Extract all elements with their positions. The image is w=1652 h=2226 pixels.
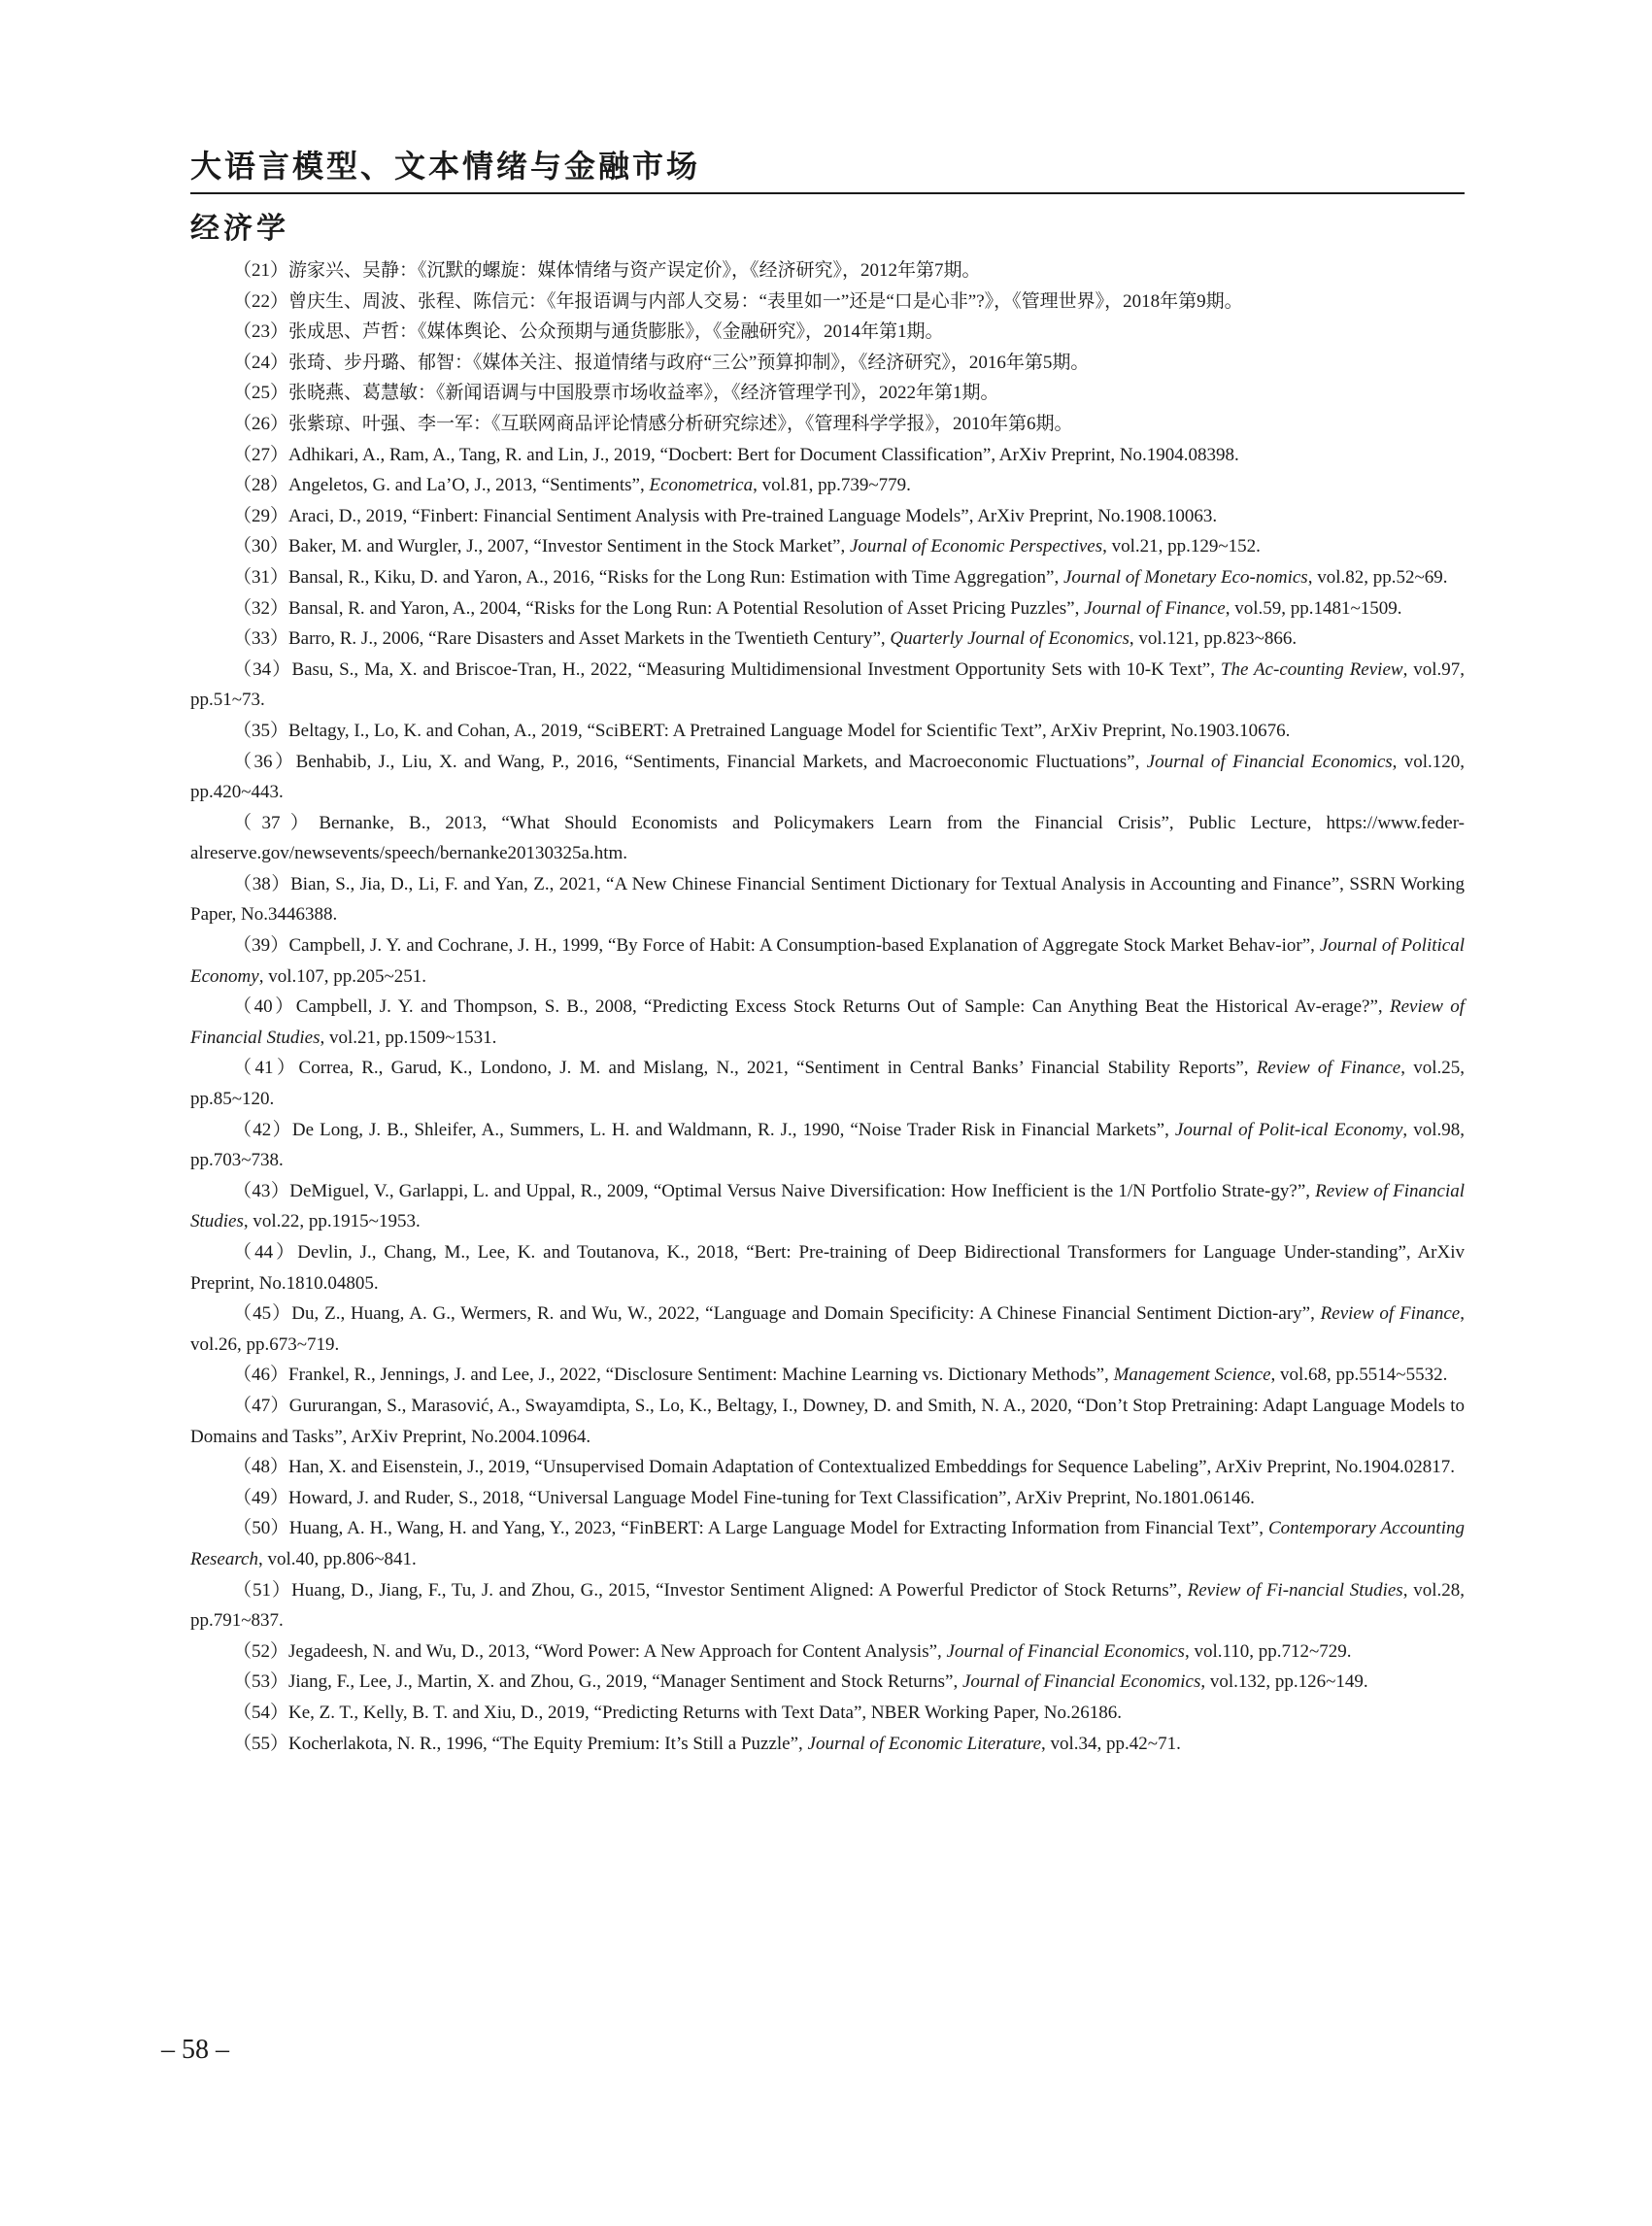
reference-text: （38）Bian, S., Jia, D., Li, F. and Yan, Z., 2021, “A New Chinese Financial Sentiment Dictionary for Textual Analysis in Accounting and Finance”, SSRN Working Paper, No.3446388. xyxy=(190,873,1465,926)
reference-details: , vol.34, pp.42~71. xyxy=(1041,1733,1181,1754)
reference-journal: Contemporary Accounting Research xyxy=(190,1518,1465,1569)
reference-details: , vol.59, pp.1481~1509. xyxy=(1225,597,1402,619)
reference-details: , vol.21, pp.1509~1531. xyxy=(320,1027,497,1048)
reference-text: （24）张琦、步丹璐、郁智：《媒体关注、报道情绪与政府“三公”预算抑制》，《经济研究》，2016年第5期。 xyxy=(233,352,1090,373)
reference-text: （54）Ke, Z. T., Kelly, B. T. and Xiu, D., 2019, “Predicting Returns with Text Data”, NBER Working Paper, No.26186. xyxy=(233,1702,1122,1723)
reference-text: （44）Devlin, J., Chang, M., Lee, K. and Toutanova, K., 2018, “Bert: Pre-training of Deep Bidirectional Transformers for Language Under-standing”, ArXiv Preprint, No.1810.04805. xyxy=(190,1242,1465,1294)
reference-details: , vol.25, pp.85~120. xyxy=(190,1058,1466,1110)
reference-item xyxy=(190,1636,1465,1668)
reference-text: （32）Bansal, R. and Yaron, A., 2004, “Risks for the Long Run: A Potential Resolution of Asset Pricing Puzzles”, xyxy=(233,597,1085,619)
reference-item xyxy=(190,1667,1465,1698)
reference-item xyxy=(190,255,1465,287)
reference-text: （33）Barro, R. J., 2006, “Rare Disasters and Asset Markets in the Twentieth Century”, xyxy=(233,628,891,650)
reference-text: （43）DeMiguel, V., Garlappi, L. and Uppal, R., 2009, “Optimal Versus Naive Diversification: How Inefficient is the 1/N Portfolio Strate-gy?”, xyxy=(233,1180,1316,1201)
reference-text: （48）Han, X. and Eisenstein, J., 2019, “Unsupervised Domain Adaptation of Contextualized Embeddings for Sequence Labeling”, ArXiv Preprint, No.1904.02817. xyxy=(233,1457,1455,1478)
reference-item xyxy=(190,624,1465,655)
reference-journal: Journal of Polit-ical Economy xyxy=(1174,1119,1403,1140)
reference-details: , vol.82, pp.52~69. xyxy=(1307,566,1448,588)
reference-item xyxy=(190,808,1465,869)
reference-journal: Management Science xyxy=(1113,1365,1271,1386)
reference-item xyxy=(190,593,1465,624)
reference-item xyxy=(190,655,1465,716)
reference-journal: Journal of Political Economy xyxy=(190,935,1465,987)
reference-item xyxy=(190,409,1465,440)
reference-details: , vol.110, pp.712~729. xyxy=(1184,1640,1352,1662)
reference-details: , vol.121, pp.823~866. xyxy=(1129,628,1298,650)
reference-item xyxy=(190,378,1465,409)
reference-journal: Journal of Finance xyxy=(1084,597,1226,619)
reference-details: , vol.28, pp.791~837. xyxy=(190,1579,1465,1632)
reference-text: （21）游家兴、吴静：《沉默的螺旋：媒体情绪与资产误定价》，《经济研究》，2012年第7期。 xyxy=(233,260,981,281)
reference-item xyxy=(190,1483,1465,1514)
reference-details: , vol.98, pp.703~738. xyxy=(190,1119,1466,1171)
reference-item xyxy=(190,1513,1465,1574)
reference-details: , vol.22, pp.1915~1953. xyxy=(243,1211,421,1232)
reference-text: （37）Bernanke, B., 2013, “What Should Economists and Policymakers Learn from the Financial Crisis”, Public Lecture, https://www.feder-alreserve.gov/newsevents/speech/bernanke20130325a.htm. xyxy=(190,812,1465,864)
reference-item xyxy=(190,1053,1465,1114)
reference-item xyxy=(190,869,1465,930)
reference-details: , vol.132, pp.126~149. xyxy=(1200,1671,1368,1693)
reference-text: （29）Araci, D., 2019, “Finbert: Financial Sentiment Analysis with Pre-trained Language Models”, ArXiv Preprint, No.1908.10063. xyxy=(233,505,1218,526)
reference-details: , vol.40, pp.806~841. xyxy=(258,1548,417,1569)
reference-item xyxy=(190,1360,1465,1391)
reference-journal: Review of Financial Studies xyxy=(190,996,1466,1048)
reference-journal: Journal of Financial Economics xyxy=(946,1640,1185,1662)
reference-item xyxy=(190,1176,1465,1237)
reference-journal: Econometrica xyxy=(649,475,754,496)
reference-item xyxy=(190,930,1465,992)
reference-text: （45）Du, Z., Huang, A. G., Wermers, R. and Wu, W., 2022, “Language and Domain Specificity: A Chinese Financial Sentiment Diction-ary”, xyxy=(233,1303,1321,1325)
reference-text: （50）Huang, A. H., Wang, H. and Yang, Y., 2023, “FinBERT: A Large Language Model for Extracting Information from Financial Text”, xyxy=(233,1518,1268,1539)
reference-journal: Review of Finance xyxy=(1256,1058,1401,1079)
reference-journal: Journal of Financial Economics xyxy=(1146,751,1393,772)
reference-item xyxy=(190,348,1465,379)
reference-item xyxy=(190,501,1465,532)
reference-details: , vol.21, pp.129~152. xyxy=(1102,536,1261,557)
reference-text: （30）Baker, M. and Wurgler, J., 2007, “Investor Sentiment in the Stock Market”, xyxy=(233,536,850,557)
reference-item xyxy=(190,287,1465,318)
page-number: – 58 – xyxy=(161,2035,229,2065)
reference-item xyxy=(190,531,1465,562)
reference-journal: Journal of Financial Economics xyxy=(961,1671,1201,1693)
reference-item xyxy=(190,716,1465,747)
reference-item xyxy=(190,1452,1465,1483)
reference-item xyxy=(190,1575,1465,1636)
reference-details: , vol.97, pp.51~73. xyxy=(190,658,1465,711)
reference-item xyxy=(190,317,1465,348)
reference-text: （42）De Long, J. B., Shleifer, A., Summers, L. H. and Waldmann, R. J., 1990, “Noise Trader Risk in Financial Markets”, xyxy=(233,1119,1175,1140)
reference-text: （46）Frankel, R., Jennings, J. and Lee, J., 2022, “Disclosure Sentiment: Machine Learning vs. Dictionary Methods”, xyxy=(233,1365,1114,1386)
reference-journal: Review of Financial Studies xyxy=(190,1180,1466,1232)
reference-text: （40）Campbell, J. Y. and Thompson, S. B., 2008, “Predicting Excess Stock Returns Out of Sample: Can Anything Beat the Historical Av-erage?”, xyxy=(233,996,1391,1018)
reference-details: , vol.26, pp.673~719. xyxy=(190,1303,1465,1355)
reference-list xyxy=(190,255,1465,1759)
reference-item xyxy=(190,1298,1465,1360)
reference-item xyxy=(190,1115,1465,1176)
reference-text: （35）Beltagy, I., Lo, K. and Cohan, A., 2019, “SciBERT: A Pretrained Language Model for Scientific Text”, ArXiv Preprint, No.1903.10676. xyxy=(233,720,1291,741)
reference-item xyxy=(190,470,1465,501)
reference-text: （51）Huang, D., Jiang, F., Tu, J. and Zhou, G., 2015, “Investor Sentiment Aligned: A Powerful Predictor of Stock Returns”, xyxy=(233,1579,1188,1601)
reference-text: （49）Howard, J. and Ruder, S., 2018, “Universal Language Model Fine-tuning for Text Classification”, ArXiv Preprint, No.1801.06146. xyxy=(233,1487,1255,1508)
reference-item xyxy=(190,1237,1465,1298)
journal-name: 经济学 xyxy=(190,212,289,246)
reference-journal: Review of Fi-nancial Studies xyxy=(1187,1579,1403,1601)
reference-text: （22）曾庆生、周波、张程、陈信元：《年报语调与内部人交易：“表里如一”还是“口是心非”?》，《管理世界》，2018年第9期。 xyxy=(233,290,1243,312)
reference-text: （55）Kocherlakota, N. R., 1996, “The Equity Premium: It’s Still a Puzzle”, xyxy=(233,1733,808,1754)
reference-text: （31）Bansal, R., Kiku, D. and Yaron, A., 2016, “Risks for the Long Run: Estimation with Time Aggregation”, xyxy=(233,566,1063,588)
reference-item xyxy=(190,1391,1465,1452)
reference-item xyxy=(190,747,1465,808)
header-rule xyxy=(190,192,1465,194)
reference-details: , vol.68, pp.5514~5532. xyxy=(1270,1365,1448,1386)
reference-text: （34）Basu, S., Ma, X. and Briscoe-Tran, H., 2022, “Measuring Multidimensional Investment Opportunity Sets with 10-K Text”, xyxy=(233,658,1221,680)
reference-details: , vol.120, pp.420~443. xyxy=(190,751,1465,803)
reference-details: , vol.107, pp.205~251. xyxy=(258,965,427,987)
reference-item xyxy=(190,1729,1465,1760)
running-title: 大语言模型、文本情绪与金融市场 xyxy=(190,148,701,185)
reference-item xyxy=(190,440,1465,471)
reference-text: （27）Adhikari, A., Ram, A., Tang, R. and Lin, J., 2019, “Docbert: Bert for Document Classification”, ArXiv Preprint, No.1904.08398. xyxy=(233,444,1239,465)
reference-item xyxy=(190,562,1465,593)
reference-item xyxy=(190,1698,1465,1729)
reference-journal: Journal of Economic Perspectives xyxy=(849,536,1103,557)
reference-text: （53）Jiang, F., Lee, J., Martin, X. and Zhou, G., 2019, “Manager Sentiment and Stock Returns”, xyxy=(233,1671,962,1693)
reference-text: （47）Gururangan, S., Marasović, A., Swayamdipta, S., Lo, K., Beltagy, I., Downey, D. and Smith, N. A., 2020, “Don’t Stop Pretraining: Adapt Language Models to Domains and Tasks”, ArXiv Preprint, No.2004.10964. xyxy=(190,1395,1465,1447)
reference-text: （39）Campbell, J. Y. and Cochrane, J. H., 1999, “By Force of Habit: A Consumption-based Explanation of Aggregate Stock Market Behav-ior”, xyxy=(233,935,1320,957)
reference-journal: Journal of Economic Literature xyxy=(807,1733,1042,1754)
reference-text: （25）张晓燕、葛慧敏：《新闻语调与中国股票市场收益率》，《经济管理学刊》，2022年第1期。 xyxy=(233,383,999,404)
reference-item xyxy=(190,992,1465,1053)
reference-text: （23）张成思、芦哲：《媒体舆论、公众预期与通货膨胀》，《金融研究》，2014年第1期。 xyxy=(233,321,944,343)
reference-journal: Quarterly Journal of Economics xyxy=(890,628,1129,650)
reference-journal: Review of Finance xyxy=(1320,1303,1461,1325)
reference-journal: The Ac-counting Review xyxy=(1220,658,1403,680)
reference-text: （26）张紫琼、叶强、李一军：《互联网商品评论情感分析研究综述》，《管理科学学报》，2010年第6期。 xyxy=(233,413,1073,434)
reference-text: （28）Angeletos, G. and La’O, J., 2013, “Sentiments”, xyxy=(233,475,650,496)
reference-journal: Journal of Monetary Eco-nomics xyxy=(1062,566,1308,588)
reference-text: （41）Correa, R., Garud, K., Londono, J. M. and Mislang, N., 2021, “Sentiment in Central Banks’ Financial Stability Reports”, xyxy=(233,1058,1257,1079)
reference-text: （52）Jegadeesh, N. and Wu, D., 2013, “Word Power: A New Approach for Content Analysis”, xyxy=(233,1640,947,1662)
reference-details: , vol.81, pp.739~779. xyxy=(753,475,911,496)
reference-text: （36）Benhabib, J., Liu, X. and Wang, P., 2016, “Sentiments, Financial Markets, and Macroeconomic Fluctuations”, xyxy=(233,751,1147,772)
